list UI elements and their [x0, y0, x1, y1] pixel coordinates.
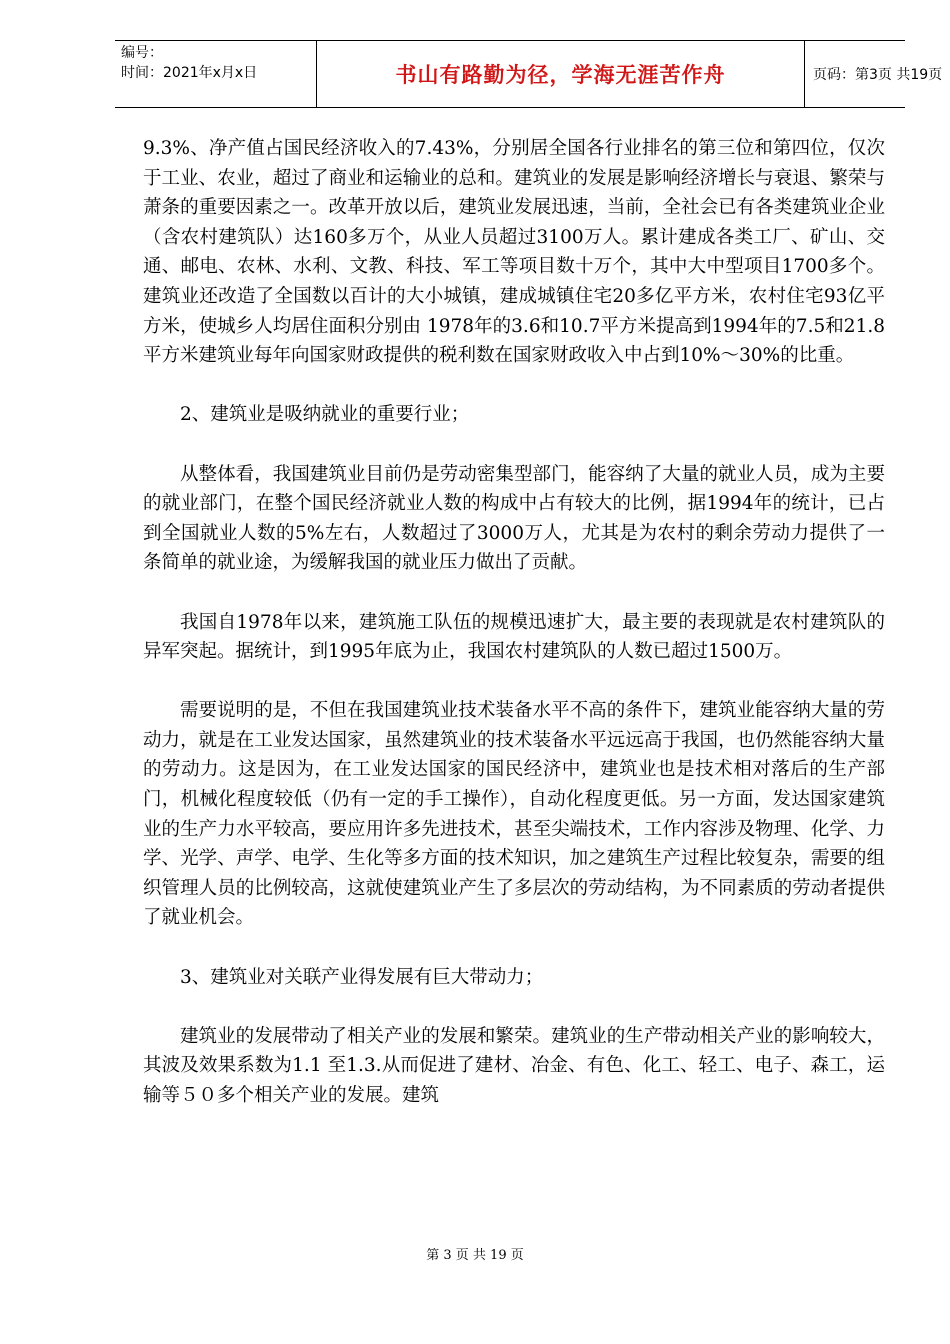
section-heading-employment: 2、建筑业是吸纳就业的重要行业；	[180, 404, 470, 426]
page-header	[115, 40, 943, 108]
paragraph-labor-explanation: 需要说明的是，不但在我国建筑业技术装备水平不高的条件下，建筑业能容纳大量的劳动力，就是在工业发达国家，虽然建筑业的技术装备水平远远高于我国，也仍然能容纳大量的劳动力。这是因为，在工业发达国家的国民经济中，建筑业也是技术相对落后的生产部门，机械化程度较低（仍有一定的手工操作），自动化程度更低。另一方面，发达国家建筑业的生产力水平较高，要应用许多先进技术，甚至尖端技术，工作内容涉及物理、化学、力学、光学、声学、电学、生化等多方面的技术知识，加之建筑生产过程比较复杂，需要的组织管理人员的比例较高，这就使建筑业产生了多层次的劳动结构，为不同素质的劳动者提供了就业机会。	[143, 700, 885, 929]
paragraph-rural-teams: 我国自1978年以来，建筑施工队伍的规模迅速扩大，最主要的表现就是农村建筑队的异军突起。据统计，到1995年底为止，我国农村建筑队的人数已超过1500万。	[143, 611, 885, 663]
document-body	[143, 134, 885, 1111]
header-motto: 书山有路勤为径，学海无涯苦作舟	[316, 41, 805, 107]
paragraph-related-industries: 建筑业的发展带动了相关产业的发展和繁荣。建筑业的生产带动相关产业的影响较大，其波及效果系数为1.1 至1.3.从而促进了建材、冶金、有色、化工、轻工、电子、森工，运输等５０多个相关产业的发展。建筑	[143, 1025, 885, 1106]
section-heading-related-industries: 3、建筑业对关联产业得发展有巨大带动力；	[180, 966, 544, 988]
page-footer: 第 3 页 共 19 页	[426, 1248, 524, 1263]
document-date-label: 时间：2021年x月x日	[121, 65, 258, 81]
document-number-label: 编号：	[121, 45, 163, 61]
header-page-number: 页码：第3页 共19页	[813, 67, 943, 83]
header-meta	[115, 41, 316, 107]
paragraph-continuation: 9.3%、净产值占国民经济收入的7.43%，分别居全国各行业排名的第三位和第四位，仅次于工业、农业，超过了商业和运输业的总和。建筑业的发展是影响经济增长与衰退、繁荣与萧条的重要因素之一。改革开放以后，建筑业发展迅速，当前，全社会已有各类建筑业企业（含农村建筑队）达160多万个，从业人员超过3100万人。累计建成各类工厂、矿山、交通、邮电、农林、水利、文教、科技、军工等项目数十万个，其中大中型项目1700多个。建筑业还改造了全国数以百计的大小城镇，建成城镇住宅20多亿平方米，农村住宅93亿平方米，使城乡人均居住面积分别由 1978年的3.6和10.7平方米提高到1994年的7.5和21.8平方米建筑业每年向国家财政提供的税利数在国家财政收入中占到10%～30%的比重。	[143, 138, 885, 367]
paragraph-employment-overview: 从整体看，我国建筑业目前仍是劳动密集型部门，能容纳了大量的就业人员，成为主要的就业部门，在整个国民经济就业人数的构成中占有较大的比例，据1994年的统计，已占到全国就业人数的5%左右，人数超过了3000万人，尤其是为农村的剩余劳动力提供了一条简单的就业途，为缓解我国的就业压力做出了贡献。	[143, 463, 885, 574]
